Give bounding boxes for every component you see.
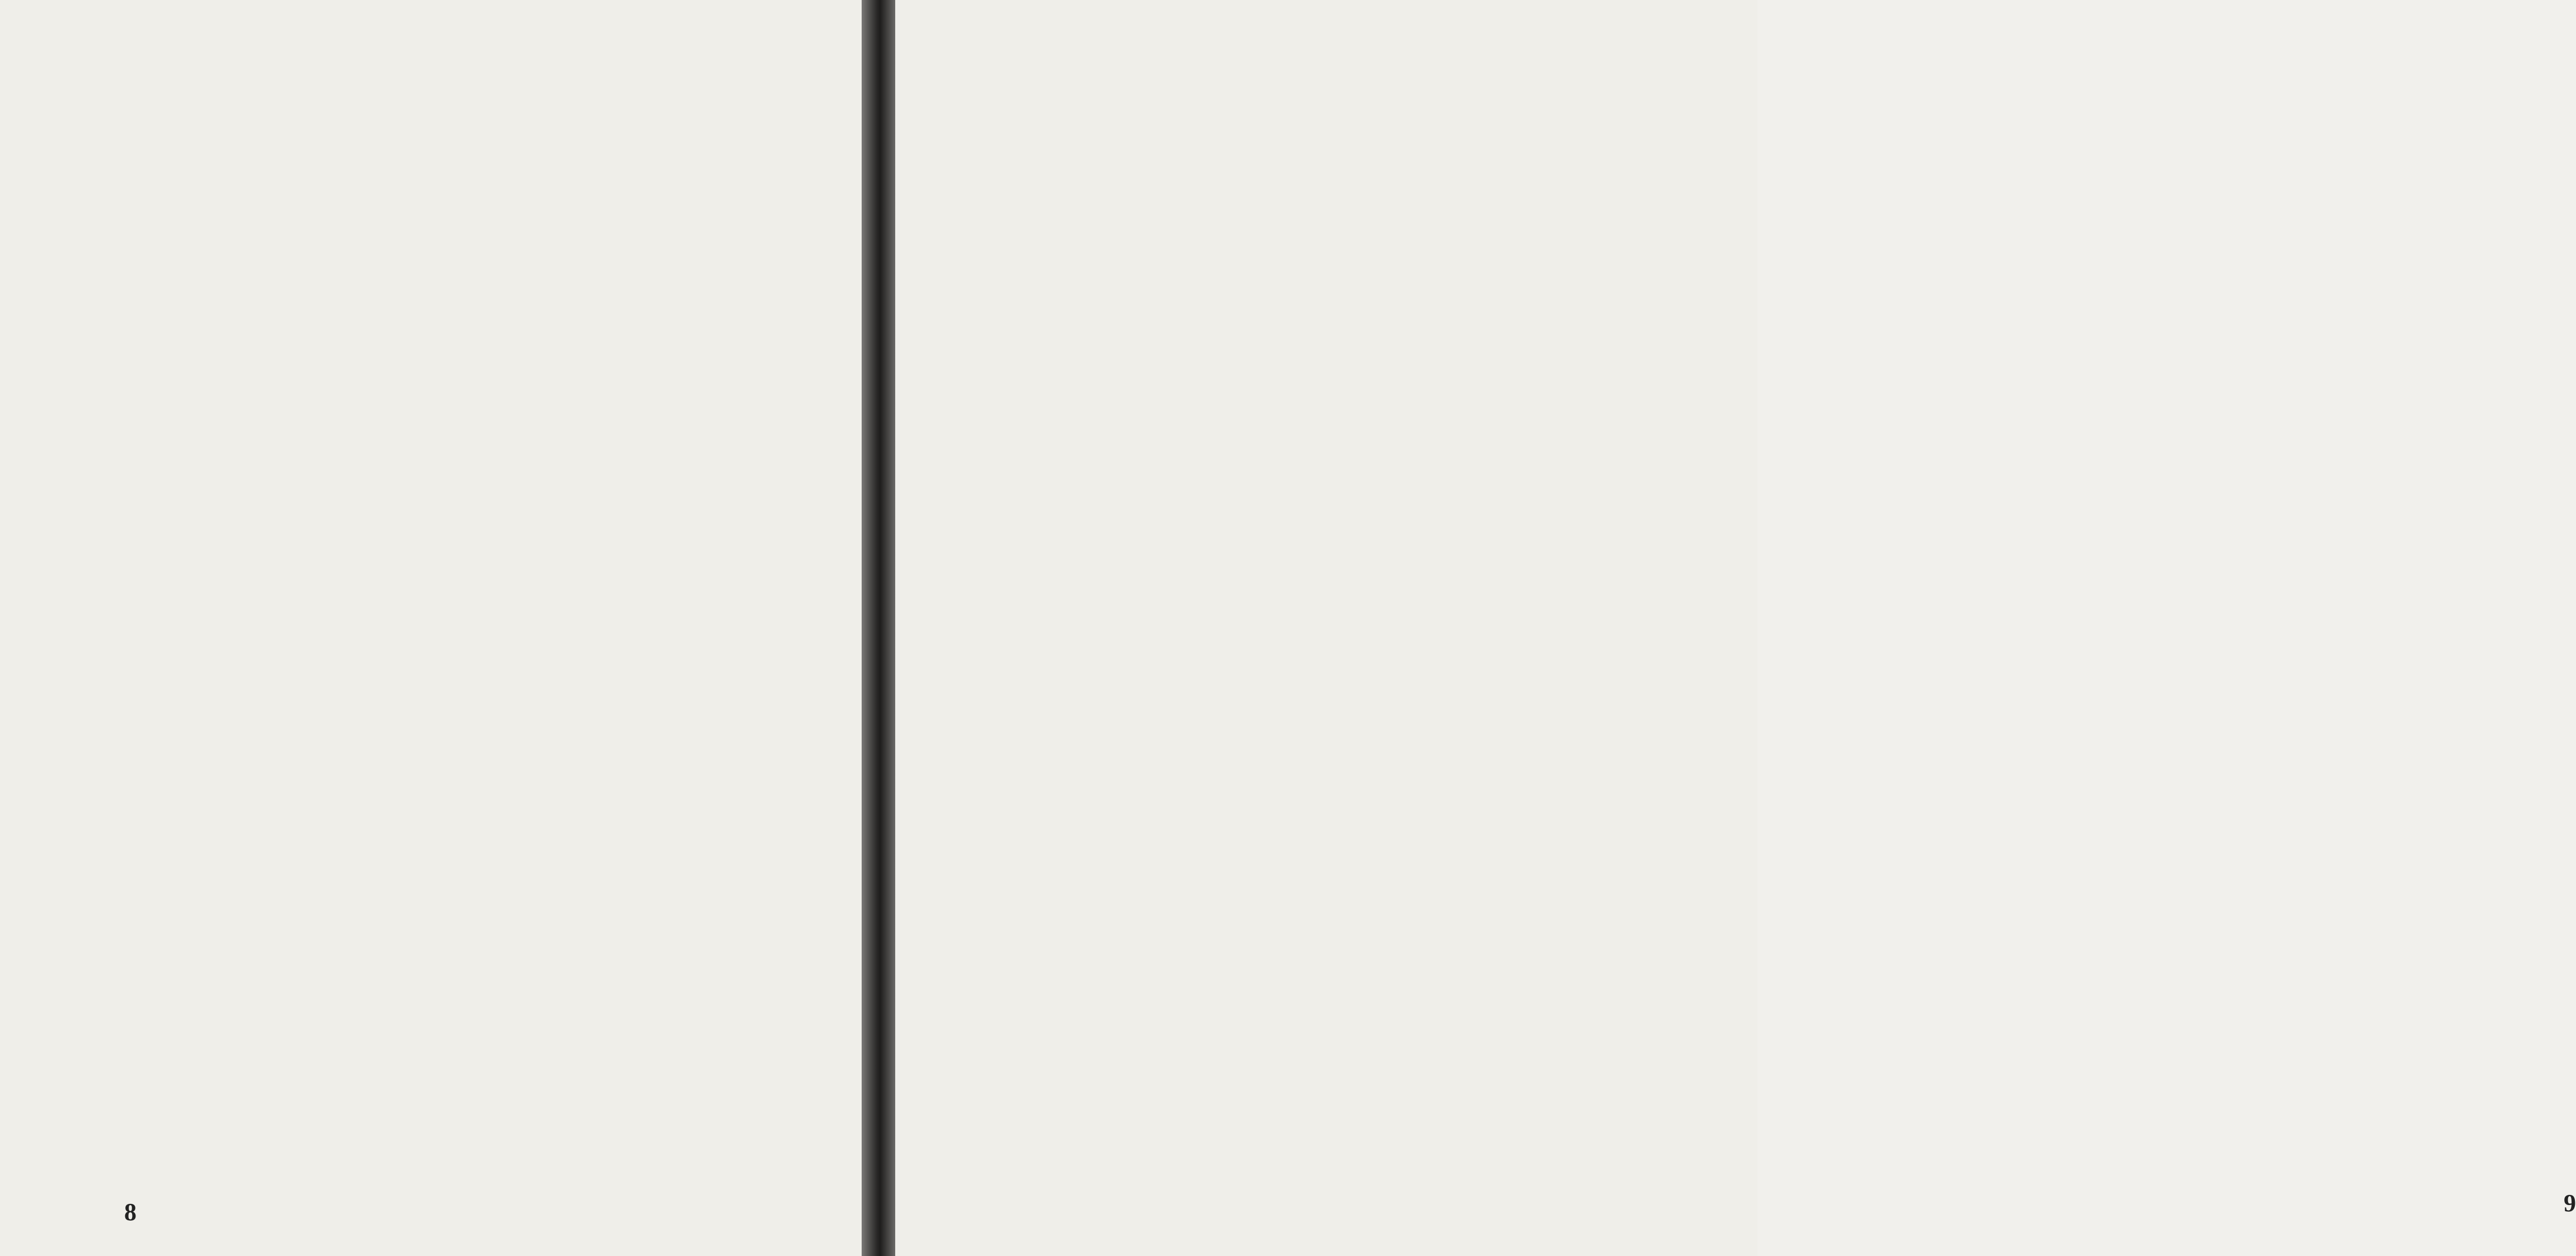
page-number: 8: [124, 1198, 137, 1226]
right-page: [895, 0, 2576, 1256]
book-spine: [862, 0, 895, 1256]
page-number: 9: [2564, 1189, 2576, 1217]
left-page: [0, 0, 862, 1256]
